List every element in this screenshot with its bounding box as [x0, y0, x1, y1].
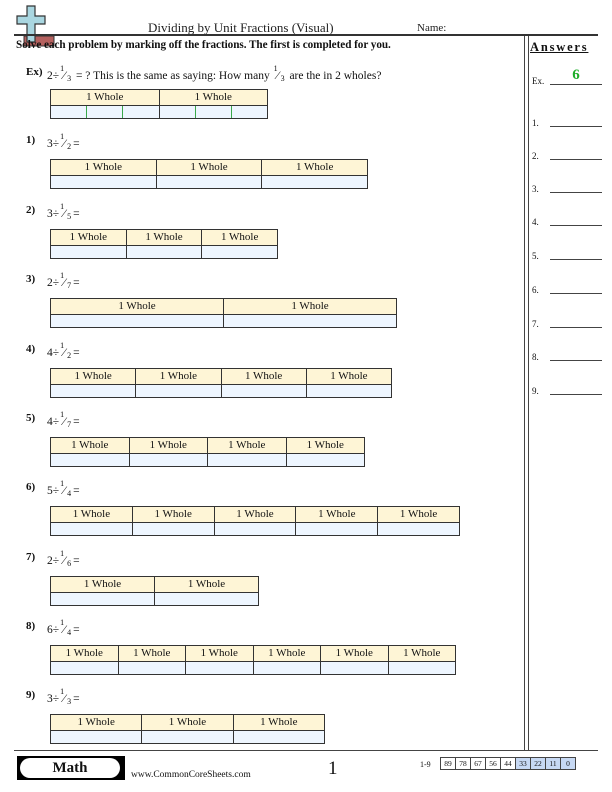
- whole-label: 1 Whole: [51, 230, 126, 246]
- answer-row: [532, 145, 602, 161]
- whole-unit: [234, 715, 324, 743]
- whole-unit: [307, 369, 391, 397]
- partition-area[interactable]: [202, 246, 277, 258]
- problem-expression: 4÷ 1 ⁄ 2 =: [47, 341, 80, 360]
- partition-area[interactable]: [51, 385, 135, 397]
- whole-unit: [51, 577, 155, 605]
- partition-area[interactable]: [51, 246, 126, 258]
- answer-label: 5.: [532, 251, 539, 261]
- unit-fraction: 1 ⁄ 4: [60, 618, 72, 637]
- whole-label: 1 Whole: [51, 299, 223, 315]
- fraction-partition[interactable]: [160, 106, 196, 118]
- whole-unit: [208, 438, 287, 466]
- score-cell: 33: [515, 757, 531, 770]
- score-range-label: 1-9: [420, 760, 431, 769]
- score-cell: 44: [500, 757, 516, 770]
- partition-area[interactable]: [127, 246, 202, 258]
- unit-fraction: 1 ⁄ 6: [60, 549, 72, 568]
- dividend: 4: [47, 416, 53, 428]
- whole-unit: [51, 646, 119, 674]
- fraction-partition[interactable]: [196, 106, 232, 118]
- answer-blank[interactable]: [550, 360, 602, 361]
- whole-unit: [378, 507, 459, 535]
- equals-sign: =: [73, 208, 80, 220]
- whole-label: 1 Whole: [51, 90, 159, 106]
- whole-label: 1 Whole: [160, 90, 268, 106]
- answer-row: [532, 112, 602, 128]
- whole-label: 1 Whole: [51, 577, 154, 593]
- answer-label: 4.: [532, 217, 539, 227]
- example-label: Ex): [26, 66, 43, 78]
- answer-blank[interactable]: [550, 159, 602, 160]
- example-text: = ? This is the same as saying: How many: [75, 70, 270, 82]
- whole-unit: [287, 438, 365, 466]
- partition-area[interactable]: [254, 662, 321, 674]
- answer-value: 6: [572, 67, 580, 83]
- dividend: 2: [47, 70, 53, 82]
- whole-label: 1 Whole: [155, 577, 258, 593]
- unit-fraction: 1 ⁄ 2: [60, 341, 72, 360]
- whole-unit: [155, 577, 258, 605]
- whole-unit: [51, 90, 160, 118]
- whole-label: 1 Whole: [378, 507, 459, 523]
- fraction-bar: [50, 298, 397, 328]
- whole-label: 1 Whole: [51, 369, 135, 385]
- score-cell: 11: [545, 757, 561, 770]
- answer-row: [532, 67, 602, 86]
- answer-row: [532, 245, 602, 261]
- fraction-bar: [50, 714, 325, 744]
- answer-label: 8.: [532, 352, 539, 362]
- fraction-bar: [50, 645, 456, 675]
- fraction-partition[interactable]: [123, 106, 158, 118]
- whole-unit: [51, 507, 133, 535]
- whole-label: 1 Whole: [215, 507, 296, 523]
- partition-area[interactable]: [51, 454, 129, 466]
- whole-label: 1 Whole: [208, 438, 286, 454]
- whole-unit: [119, 646, 187, 674]
- website-link[interactable]: www.CommonCoreSheets.com: [131, 770, 251, 780]
- equals-sign: =: [73, 485, 80, 497]
- whole-unit: [51, 715, 142, 743]
- dividend: 4: [47, 347, 53, 359]
- fraction-bar: [50, 159, 368, 189]
- instructions: Solve each problem by marking off the fractions. The first is completed for you.: [16, 39, 391, 51]
- partition-area[interactable]: [262, 176, 367, 188]
- whole-label: 1 Whole: [136, 369, 220, 385]
- fraction-partition[interactable]: [87, 106, 123, 118]
- answer-row: [532, 178, 602, 194]
- whole-unit: [160, 90, 268, 118]
- whole-unit: [186, 646, 254, 674]
- fraction-bar: [50, 506, 460, 536]
- equals-sign: =: [73, 555, 80, 567]
- problem-number: 2): [26, 204, 36, 216]
- score-cell: 89: [440, 757, 456, 770]
- answer-blank[interactable]: [550, 327, 602, 328]
- unit-fraction: 1 ⁄ 7: [60, 271, 72, 290]
- whole-label: 1 Whole: [254, 646, 321, 662]
- whole-label: 1 Whole: [296, 507, 377, 523]
- whole-label: 1 Whole: [133, 507, 214, 523]
- whole-unit: [389, 646, 456, 674]
- partition-area[interactable]: [133, 523, 214, 535]
- whole-label: 1 Whole: [130, 438, 208, 454]
- whole-label: 1 Whole: [142, 715, 232, 731]
- partition-area[interactable]: [130, 454, 208, 466]
- whole-unit: [133, 507, 215, 535]
- answer-blank[interactable]: [550, 394, 602, 395]
- page-number: 1: [328, 758, 338, 779]
- answer-blank[interactable]: [550, 84, 602, 85]
- answer-label: Ex.: [532, 76, 545, 86]
- whole-label: 1 Whole: [321, 646, 388, 662]
- equals-sign: =: [73, 138, 80, 150]
- fraction-bar: [50, 576, 259, 606]
- partition-area[interactable]: [119, 662, 186, 674]
- whole-unit: [130, 438, 209, 466]
- partition-area[interactable]: [389, 662, 456, 674]
- partition-area[interactable]: [51, 662, 118, 674]
- answer-label: 7.: [532, 319, 539, 329]
- partition-area[interactable]: [224, 315, 396, 327]
- example-fraction-bar: [50, 89, 268, 119]
- whole-unit: [215, 507, 297, 535]
- whole-label: 1 Whole: [51, 160, 156, 176]
- score-cell: 0: [560, 757, 576, 770]
- whole-unit: [222, 369, 307, 397]
- equals-sign: =: [73, 624, 80, 636]
- dividend: 3: [47, 693, 53, 705]
- partition-area[interactable]: [157, 176, 262, 188]
- problem-number: 6): [26, 481, 36, 493]
- answer-blank[interactable]: [550, 225, 602, 226]
- problem-number: 4): [26, 343, 36, 355]
- partition-area[interactable]: [378, 523, 459, 535]
- whole-unit: [296, 507, 378, 535]
- answer-row: [532, 279, 602, 295]
- whole-unit: [224, 299, 396, 327]
- answer-label: 3.: [532, 184, 539, 194]
- score-cell: 22: [530, 757, 546, 770]
- whole-label: 1 Whole: [127, 230, 202, 246]
- score-cell: 67: [470, 757, 486, 770]
- subject-label: Math: [20, 758, 120, 778]
- whole-unit: [142, 715, 233, 743]
- example-expression: 2÷ 1 ⁄ 3 = ? This is the same as saying: How many 1 ⁄ 3 are the in 2 wholes?: [47, 64, 382, 83]
- unit-fraction: 1 ⁄ 3: [60, 687, 72, 706]
- answers-heading: Answers: [530, 40, 589, 54]
- dividend: 3: [47, 138, 53, 150]
- unit-fraction: 1 ⁄ 3: [273, 64, 285, 83]
- answer-row: [532, 380, 602, 396]
- answer-label: 9.: [532, 386, 539, 396]
- score-table: [441, 757, 576, 770]
- whole-label: 1 Whole: [51, 438, 129, 454]
- partition-area: [51, 106, 159, 118]
- answer-blank[interactable]: [550, 259, 602, 260]
- problem-expression: 2÷ 1 ⁄ 7 =: [47, 271, 80, 290]
- whole-label: 1 Whole: [51, 715, 141, 731]
- partition-area[interactable]: [208, 454, 286, 466]
- answer-label: 2.: [532, 151, 539, 161]
- answers-column-divider: [524, 36, 529, 750]
- unit-fraction: 1 ⁄ 2: [60, 132, 72, 151]
- fraction-bar: [50, 229, 278, 259]
- partition-area[interactable]: [136, 385, 220, 397]
- whole-label: 1 Whole: [234, 715, 324, 731]
- whole-unit: [262, 160, 367, 188]
- fraction-partition[interactable]: [232, 106, 267, 118]
- whole-unit: [127, 230, 203, 258]
- problem-number: 1): [26, 134, 36, 146]
- partition-area[interactable]: [296, 523, 377, 535]
- problem-expression: 4÷ 1 ⁄ 7 =: [47, 410, 80, 429]
- partition-area[interactable]: [142, 731, 232, 743]
- unit-fraction: 1 ⁄ 5: [60, 202, 72, 221]
- whole-unit: [51, 230, 127, 258]
- unit-fraction: 1 ⁄ 4: [60, 479, 72, 498]
- equals-sign: =: [73, 693, 80, 705]
- problem-expression: 5÷ 1 ⁄ 4 =: [47, 479, 80, 498]
- partition-area[interactable]: [51, 523, 132, 535]
- partition-area[interactable]: [51, 315, 223, 327]
- partition-area[interactable]: [51, 731, 141, 743]
- partition-area[interactable]: [234, 731, 324, 743]
- whole-label: 1 Whole: [202, 230, 277, 246]
- dividend: 2: [47, 277, 53, 289]
- dividend: 3: [47, 208, 53, 220]
- whole-label: 1 Whole: [287, 438, 365, 454]
- worksheet-title: Dividing by Unit Fractions (Visual): [148, 20, 334, 35]
- problem-number: 7): [26, 551, 36, 563]
- equals-sign: =: [73, 277, 80, 289]
- partition-area[interactable]: [51, 176, 156, 188]
- fraction-bar: [50, 437, 365, 467]
- whole-unit: [51, 369, 136, 397]
- partition-area[interactable]: [215, 523, 296, 535]
- whole-unit: [321, 646, 389, 674]
- problem-number: 8): [26, 620, 36, 632]
- answer-label: 6.: [532, 285, 539, 295]
- whole-unit: [51, 299, 224, 327]
- problem-expression: 2÷ 1 ⁄ 6 =: [47, 549, 80, 568]
- answer-row: [532, 211, 602, 227]
- whole-label: 1 Whole: [51, 507, 132, 523]
- partition-area: [160, 106, 268, 118]
- whole-label: 1 Whole: [389, 646, 456, 662]
- problem-number: 9): [26, 689, 36, 701]
- partition-area[interactable]: [186, 662, 253, 674]
- whole-label: 1 Whole: [157, 160, 262, 176]
- whole-unit: [136, 369, 221, 397]
- unit-fraction: 1 ⁄ 3: [60, 64, 72, 83]
- problem-expression: 6÷ 1 ⁄ 4 =: [47, 618, 80, 637]
- partition-area[interactable]: [155, 593, 258, 605]
- answer-row: [532, 313, 602, 329]
- problem-expression: 3÷ 1 ⁄ 3 =: [47, 687, 80, 706]
- answer-blank[interactable]: [550, 192, 602, 193]
- whole-label: 1 Whole: [307, 369, 391, 385]
- problem-expression: 3÷ 1 ⁄ 2 =: [47, 132, 80, 151]
- dividend: 5: [47, 485, 53, 497]
- footer-divider: [14, 750, 598, 751]
- whole-unit: [157, 160, 263, 188]
- partition-area[interactable]: [321, 662, 388, 674]
- whole-label: 1 Whole: [186, 646, 253, 662]
- fraction-bar: [50, 368, 392, 398]
- header-divider: [14, 34, 598, 36]
- whole-label: 1 Whole: [119, 646, 186, 662]
- whole-unit: [51, 160, 157, 188]
- problem-number: 3): [26, 273, 36, 285]
- partition-area[interactable]: [51, 593, 154, 605]
- unit-fraction: 1 ⁄ 7: [60, 410, 72, 429]
- whole-unit: [51, 438, 130, 466]
- partition-area[interactable]: [307, 385, 391, 397]
- partition-area[interactable]: [287, 454, 365, 466]
- whole-label: 1 Whole: [262, 160, 367, 176]
- score-cell: 56: [485, 757, 501, 770]
- fraction-partition[interactable]: [51, 106, 87, 118]
- answer-label: 1.: [532, 118, 539, 128]
- dividend: 6: [47, 624, 53, 636]
- whole-unit: [254, 646, 322, 674]
- example-text-end: are the in 2 wholes?: [289, 70, 382, 82]
- whole-unit: [202, 230, 277, 258]
- answer-blank[interactable]: [550, 126, 602, 127]
- dividend: 2: [47, 555, 53, 567]
- answer-blank[interactable]: [550, 293, 602, 294]
- problem-expression: 3÷ 1 ⁄ 5 =: [47, 202, 80, 221]
- problem-number: 5): [26, 412, 36, 424]
- partition-area[interactable]: [222, 385, 306, 397]
- whole-label: 1 Whole: [224, 299, 396, 315]
- equals-sign: =: [73, 347, 80, 359]
- whole-label: 1 Whole: [51, 646, 118, 662]
- score-cell: 78: [455, 757, 471, 770]
- whole-label: 1 Whole: [222, 369, 306, 385]
- equals-sign: =: [73, 416, 80, 428]
- name-field-label: Name:: [417, 22, 447, 34]
- answer-row: [532, 346, 602, 362]
